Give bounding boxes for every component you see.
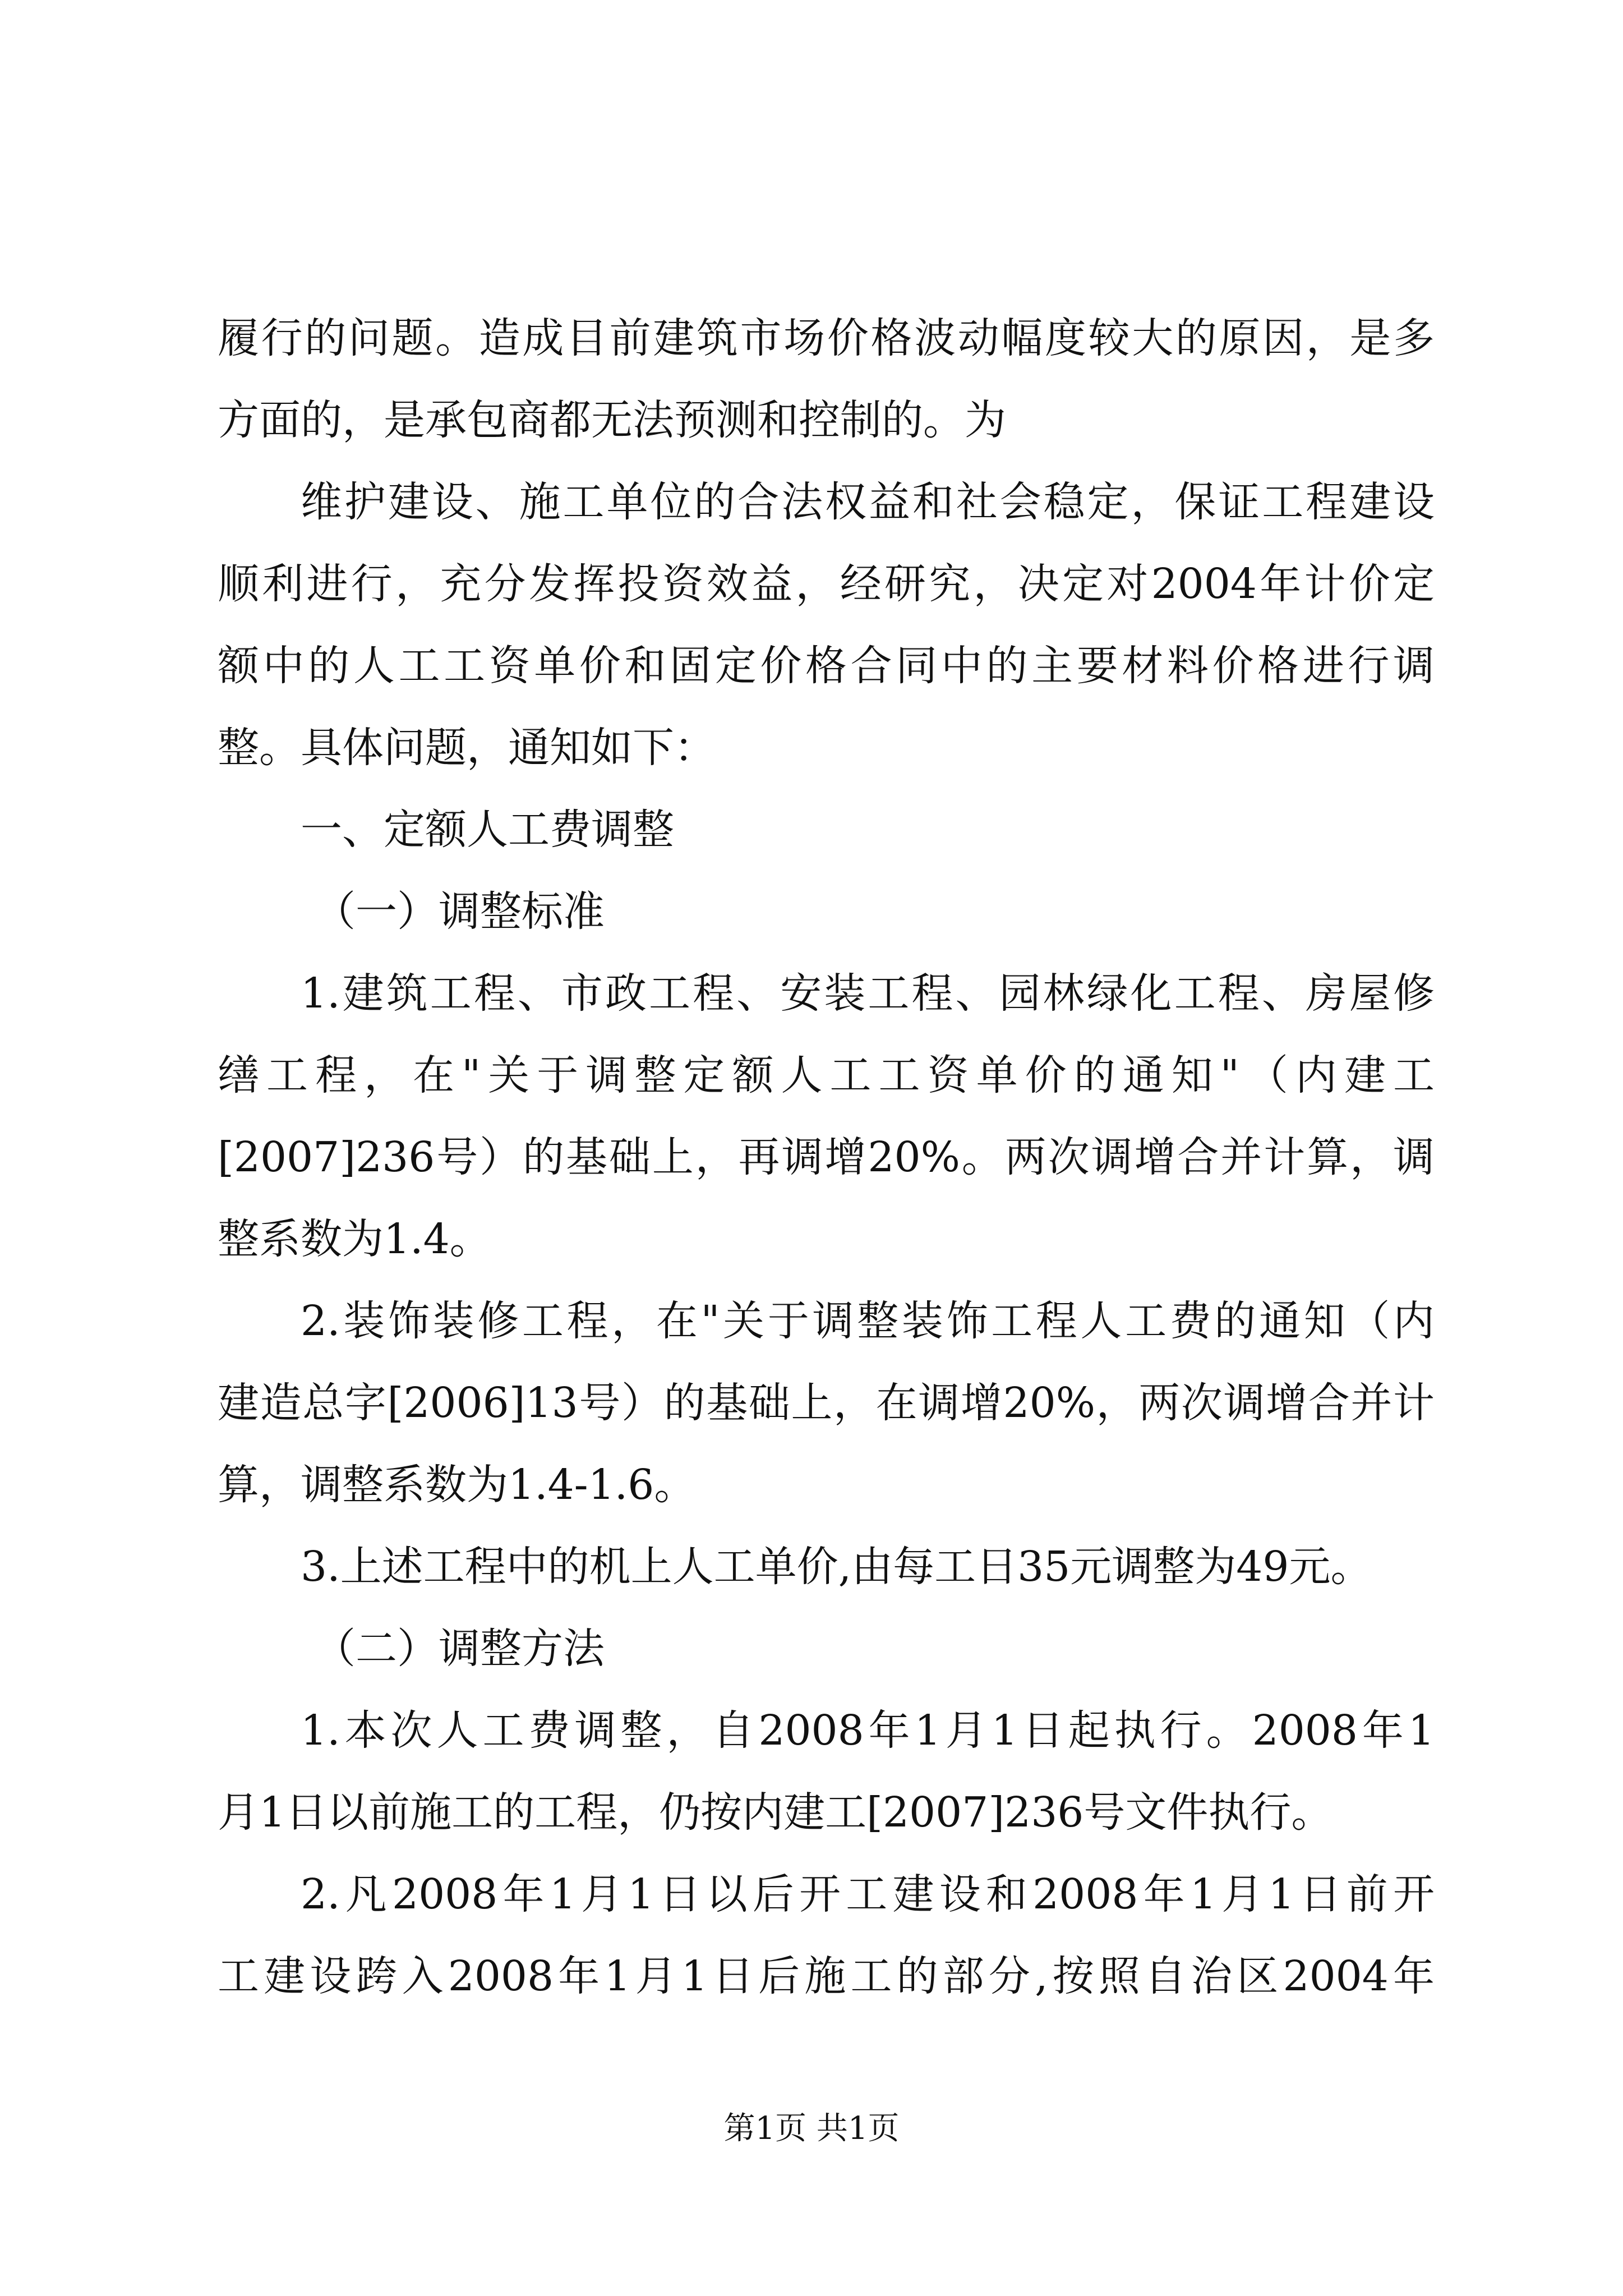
document-body — [218, 297, 1435, 2017]
text-line: 月1日以前施工的工程，仍按内建工[2007]236号文件执行。 — [218, 1788, 1333, 1837]
paragraph-first-line: 1.本次人工费调整，自2008年1月1日起执行。2008年1 — [301, 1706, 1435, 1755]
subsection-heading: （一）调整标准 — [314, 887, 605, 936]
paragraph-first-line: 维护建设、施工单位的合法权益和社会稳定，保证工程建设 — [301, 478, 1435, 526]
page-number-label: 第1页 共1页 — [723, 2110, 900, 2147]
text-line: 缮工程，在"关于调整定额人工工资单价的通知"（内建工 — [218, 1051, 1435, 1099]
text-line: [2007]236号）的基础上，再调增20%。两次调增合并计算，调 — [218, 1133, 1435, 1181]
text-line: 整。具体问题，通知如下： — [218, 724, 716, 772]
paragraph-first-line: 3.上述工程中的机上人工单价,由每工日35元调整为49元。 — [301, 1543, 1372, 1591]
text-line: 履行的问题。造成目前建筑市场价格波动幅度较大的原因，是多 — [218, 314, 1435, 362]
text-line: 整系数为1.4。 — [218, 1215, 491, 1263]
text-line: 方面的，是承包商都无法预测和控制的。为 — [218, 396, 1006, 444]
paragraph-first-line: 1.建筑工程、市政工程、安装工程、园林绿化工程、房屋修 — [301, 969, 1435, 1018]
subsection-heading: （二）调整方法 — [314, 1625, 605, 1673]
paragraph-first-line: 2.凡2008年1月1日以后开工建设和2008年1月1日前开 — [301, 1870, 1435, 1918]
paragraph-first-line: 2.装饰装修工程，在"关于调整装饰工程人工费的通知（内 — [301, 1297, 1435, 1345]
text-line: 建造总字[2006]13号）的基础上，在调增20%，两次调增合并计 — [218, 1379, 1435, 1427]
text-line: 算，调整系数为1.4-1.6。 — [218, 1461, 696, 1509]
text-line: 额中的人工工资单价和固定价格合同中的主要材料价格进行调 — [218, 642, 1435, 690]
text-line: 工建设跨入2008年1月1日后施工的部分,按照自治区2004年 — [218, 1952, 1435, 2000]
section-heading: 一、定额人工费调整 — [301, 806, 674, 854]
text-line: 顺利进行，充分发挥投资效益，经研究，决定对2004年计价定 — [218, 560, 1435, 608]
page-footer — [0, 2106, 1623, 2151]
